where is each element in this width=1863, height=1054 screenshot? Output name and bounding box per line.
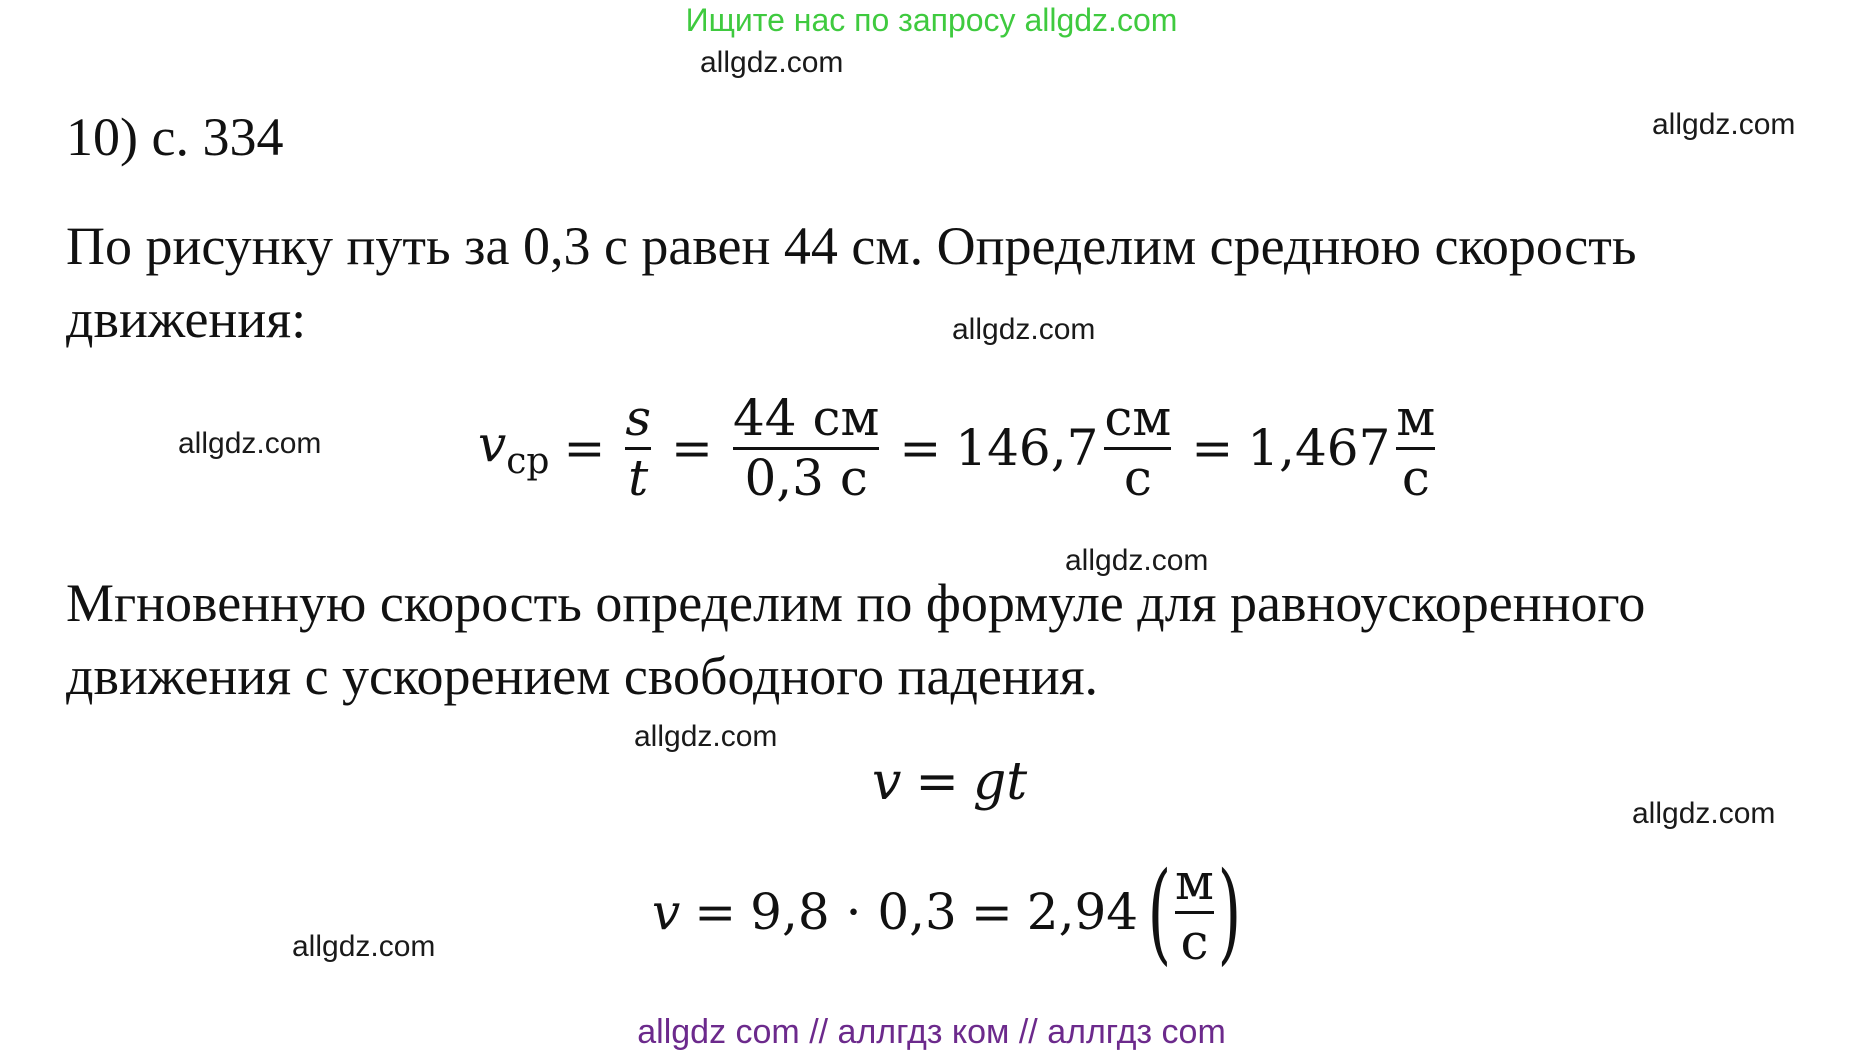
fraction-numerator: 44 см [732, 389, 880, 447]
equals-sign: = [1191, 419, 1234, 477]
fraction-denominator: 0,3 с [744, 448, 868, 507]
equals-sign: = [899, 419, 942, 477]
unit-cm-per-s [1104, 389, 1172, 507]
subscript-sr: ср [506, 440, 550, 482]
watermark: allgdz.com [1632, 797, 1776, 830]
formula-average-speed [478, 389, 1441, 507]
paragraph-1-line-2: движения: [66, 289, 307, 349]
task-number: 10) с. 334 [66, 107, 284, 167]
formula-instant-speed [872, 752, 1027, 812]
unit-denominator: с [1401, 448, 1430, 507]
calculation-expression: 9,8 · 0,3 [750, 883, 957, 941]
unit-m-per-s [1175, 853, 1214, 971]
watermark: allgdz.com [700, 46, 844, 79]
var-v: v [652, 883, 681, 941]
paragraph-1-line-1: По рисунку путь за 0,3 с равен 44 см. Определим среднюю скорость [66, 216, 1637, 276]
left-parenthesis: ( [1147, 848, 1172, 976]
var-gt: gt [972, 752, 1028, 812]
fraction-numerator: s [625, 389, 652, 447]
result-value: 2,94 [1026, 883, 1139, 941]
paragraph-2-line-1: Мгновенную скорость определим по формуле для равноускоренного [66, 573, 1646, 633]
fraction-distance-over-time [732, 389, 880, 507]
fraction-s-over-t [625, 389, 652, 507]
value-m-per-s: 1,467 [1247, 419, 1391, 477]
equals-sign: = [671, 419, 713, 477]
watermark: allgdz.com [178, 427, 322, 460]
paragraph-2-line-2: движения с ускорением свободного падения. [66, 646, 1099, 706]
unit-numerator: м [1396, 389, 1436, 447]
var-v: v [478, 414, 507, 473]
watermark: allgdz.com [634, 720, 778, 753]
right-parenthesis: ) [1217, 848, 1242, 976]
unit-numerator: см [1104, 389, 1172, 447]
watermark: allgdz.com [952, 313, 1096, 346]
var-v: v [872, 752, 902, 812]
unit-denominator: с [1123, 448, 1152, 507]
watermark: allgdz.com [292, 930, 436, 963]
equals-sign: = [694, 883, 737, 941]
watermark: allgdz.com [1065, 544, 1209, 577]
watermark: allgdz.com [1652, 108, 1796, 141]
fraction-denominator: t [628, 448, 649, 507]
equals-sign: = [915, 752, 959, 812]
unit-denominator: с [1180, 912, 1209, 971]
value-cm-per-s: 146,7 [955, 419, 1099, 477]
formula-lhs [478, 415, 549, 482]
footer-links[interactable]: allgdz com // аллгдз ком // аллгдз com [637, 1013, 1226, 1051]
unit-m-per-s [1396, 389, 1436, 507]
top-ad-link[interactable]: Ищите нас по запросу allgdz.com [685, 2, 1178, 38]
formula-calculation [652, 848, 1251, 976]
unit-numerator: м [1175, 853, 1214, 911]
equals-sign: = [970, 883, 1013, 941]
equals-sign: = [563, 419, 606, 477]
